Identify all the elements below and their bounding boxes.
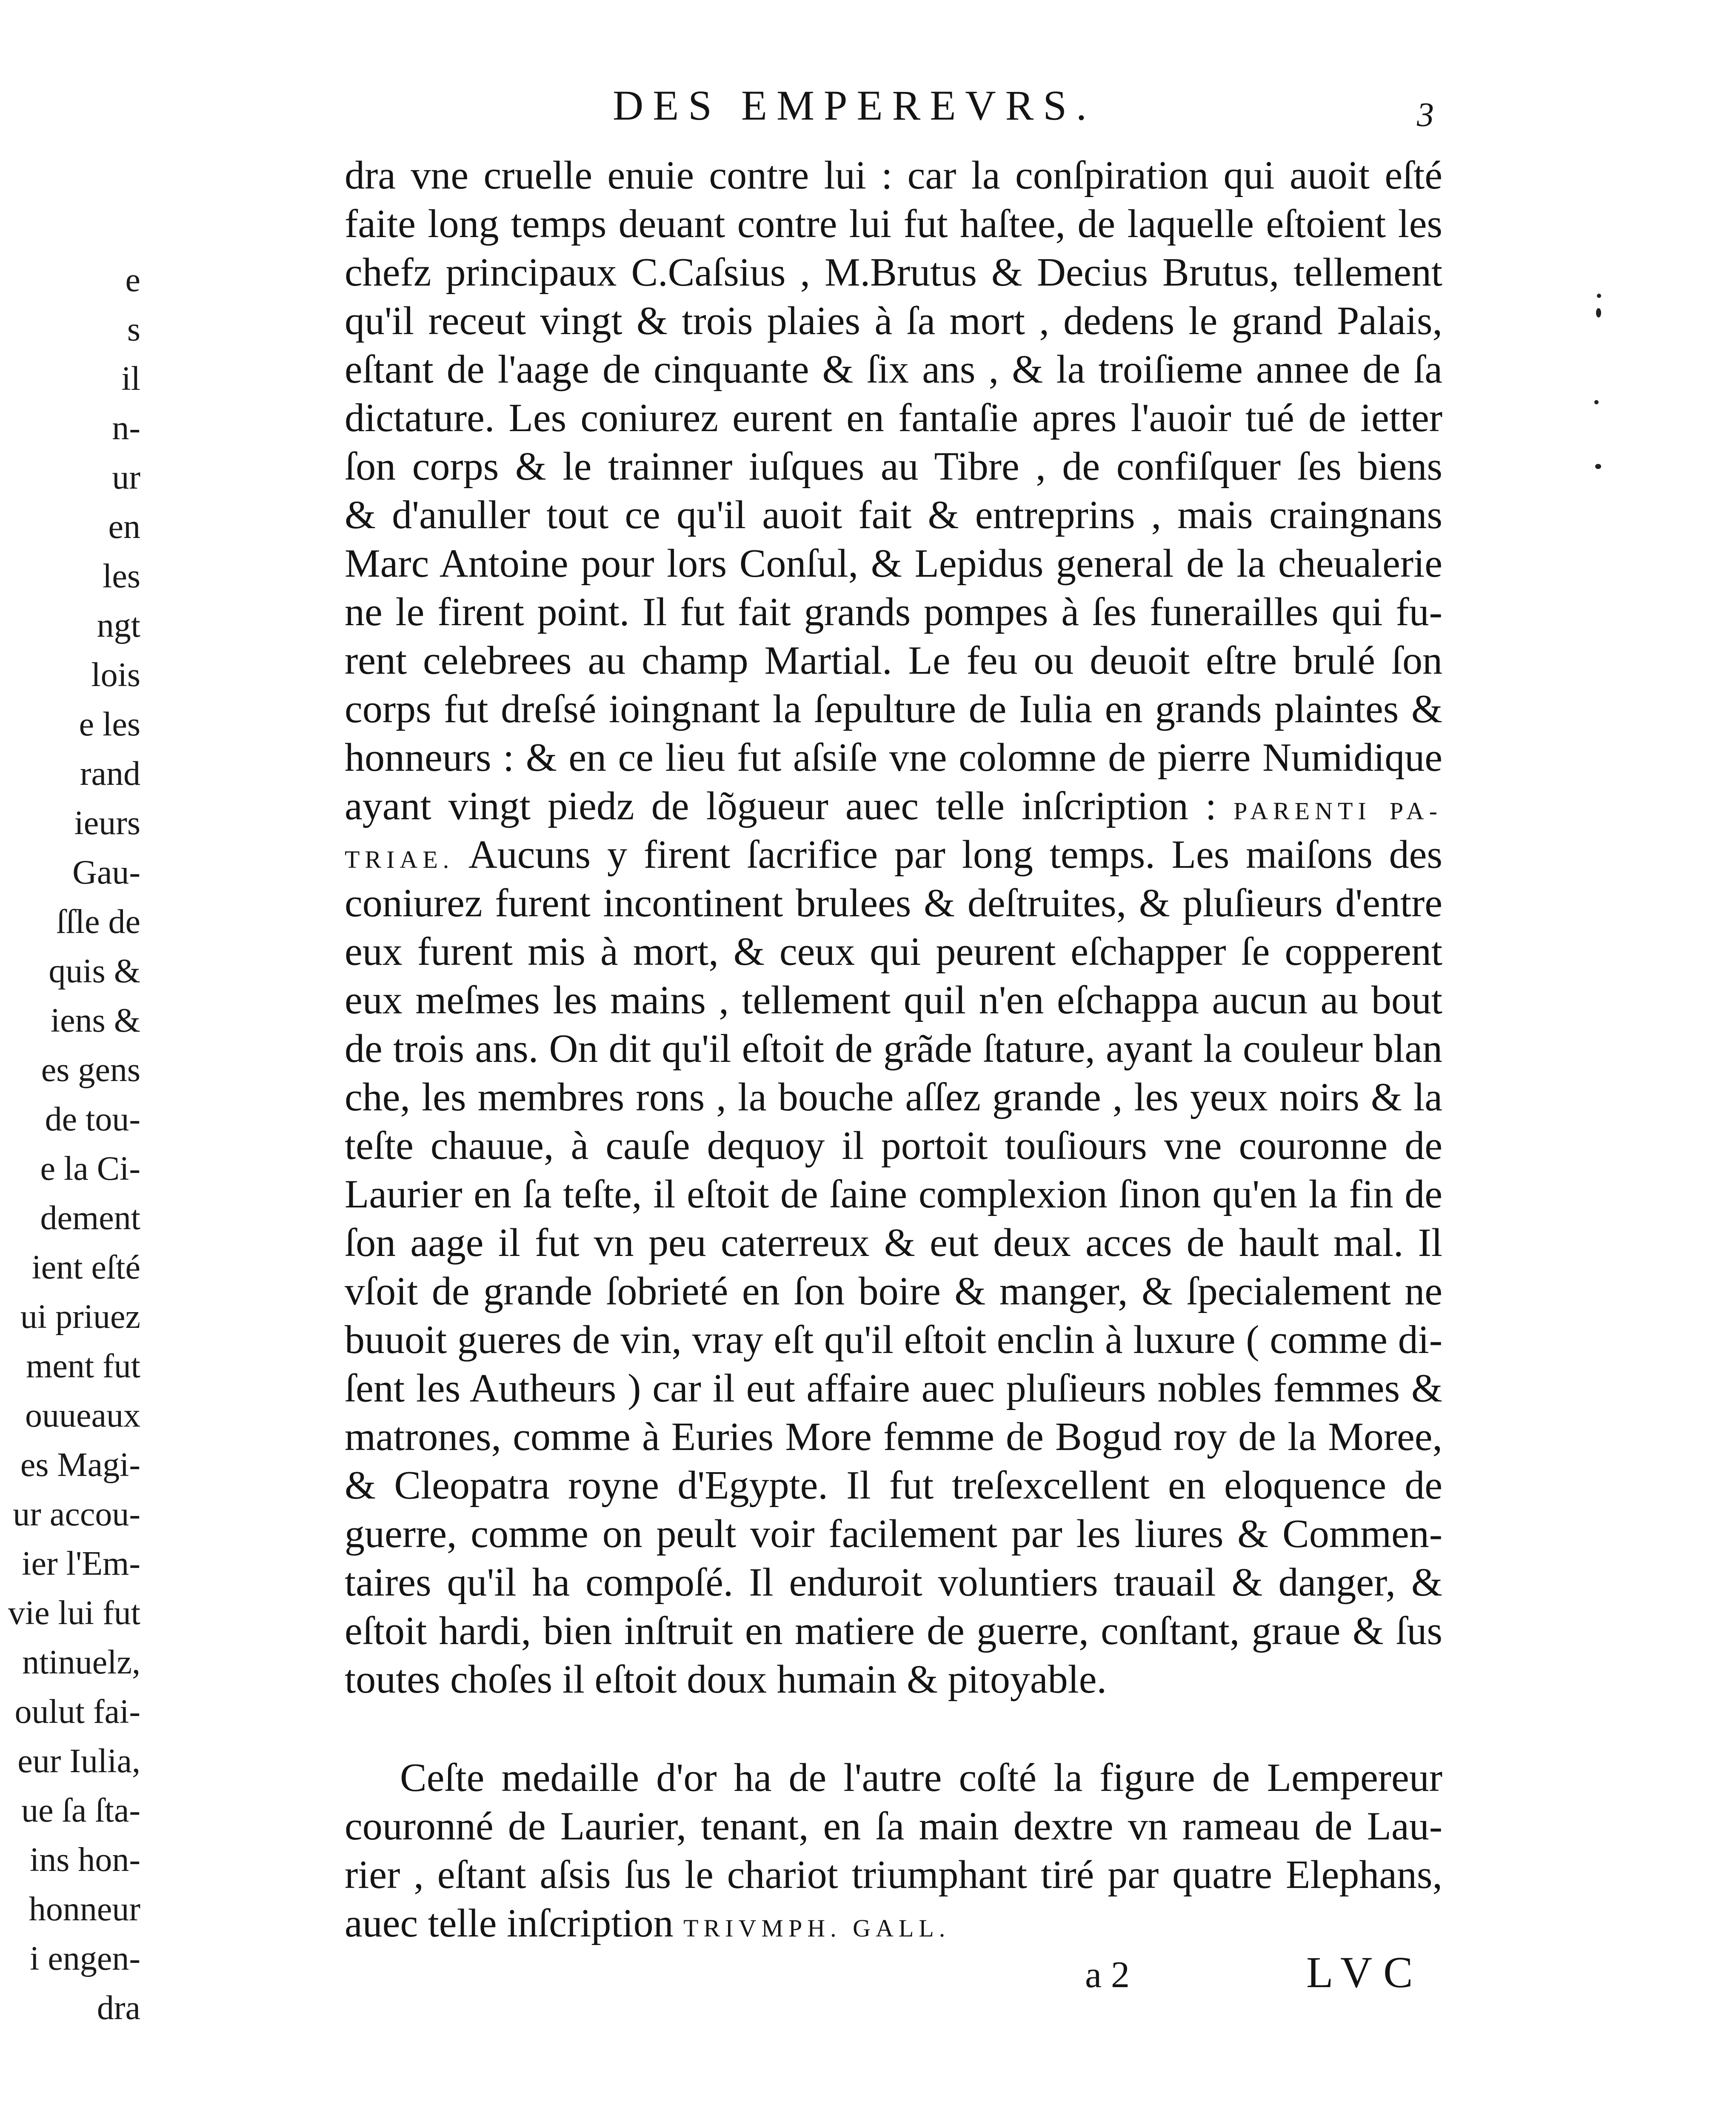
text-line-content: auec telle inſcription: [345, 1901, 674, 1945]
text-line: de trois ans. On dit qu'il eſtoit de grãde ſtature, ayant la couleur blan: [345, 1027, 1442, 1071]
facing-page-fragment: ieurs: [74, 804, 140, 842]
facing-page-fragment: ment fut: [26, 1347, 140, 1385]
text-line: Ceſte medaille d'or ha de l'autre coſté la figure de Lempereur: [400, 1756, 1442, 1800]
text-line: faite long temps deuant contre lui fut haſtee, de laquelle eſtoient les: [345, 202, 1442, 246]
text-line-content: ayant vingt piedz de lõgueur auec telle inſcription :: [345, 784, 1217, 828]
text-line: rent celebrees au champ Martial. Le feu ou deuoit eſtre brulé ſon: [345, 638, 1442, 683]
text-line: eſtoit hardi, bien inſtruit en matiere de guerre, conſtant, graue & ſus: [345, 1609, 1442, 1653]
text-line: & d'anuller tout ce qu'il auoit fait & entreprins , mais craingnans: [345, 493, 1442, 537]
text-line: taires qu'il ha compoſé. Il enduroit voluntiers trauail & danger, &: [345, 1560, 1442, 1605]
facing-page-fragment: n-: [112, 409, 140, 447]
facing-page-fragment: de tou-: [45, 1101, 140, 1138]
text-line: ſent les Autheurs ) car il eut affaire auec pluſieurs nobles femmes &: [345, 1366, 1442, 1410]
text-line: ſon corps & le trainner iuſques au Tibre , de confiſquer ſes biens: [345, 444, 1442, 489]
facing-page-fragment: en: [108, 508, 140, 546]
text-line: [345, 830, 1442, 879]
inscription-text: PARENTI PA-: [1233, 797, 1442, 825]
facing-page-fragment: ngt: [97, 607, 140, 644]
text-line: buuoit gueres de vin, vray eſt qu'il eſtoit enclin à luxure ( comme di-: [345, 1318, 1442, 1362]
speck-mark: [1595, 464, 1601, 469]
text-line: coniurez furent incontinent brulees & deſtruites, & pluſieurs d'entre: [345, 881, 1442, 925]
inscription-text: TRIVMPH. GALL.: [683, 1914, 951, 1942]
facing-page-fragment: e: [125, 261, 140, 299]
text-line: chefz principaux C.Caſsius , M.Brutus & Decius Brutus, tellement: [345, 250, 1442, 295]
text-line: toutes choſes il eſtoit doux humain & pitoyable.: [345, 1657, 1107, 1702]
facing-page-fragment: ur: [112, 459, 140, 496]
running-head: DES EMPEREVRS.: [613, 82, 1096, 129]
facing-page-fragment: oulut fai-: [14, 1693, 140, 1730]
text-line: ne le firent point. Il fut fait grands pompes à ſes funerailles qui fu-: [345, 590, 1442, 634]
speck-mark: [1594, 400, 1599, 404]
facing-page-fragment: dement: [40, 1199, 140, 1237]
facing-page-fragment: ſſle de: [56, 903, 140, 941]
speck-mark: [1597, 294, 1601, 298]
facing-page-fragment: ier l'Em-: [22, 1545, 140, 1582]
signature-mark: a 2: [1085, 1954, 1130, 1996]
text-line: matrones, comme à Euries More femme de Bogud roy de la Moree,: [345, 1415, 1442, 1459]
facing-page-fragment: quis &: [49, 952, 140, 990]
text-line: dictature. Les coniurez eurent en fantaſie apres l'auoir tué de ietter: [345, 396, 1442, 440]
text-line: [345, 782, 1442, 830]
facing-page-fragment: Gau-: [72, 854, 140, 891]
speck-mark: [1596, 308, 1601, 317]
text-line: vſoit de grande ſobrieté en ſon boire & manger, & ſpecialement ne: [345, 1269, 1442, 1313]
text-line: couronné de Laurier, tenant, en ſa main dextre vn rameau de Lau-: [345, 1804, 1442, 1848]
facing-page-fragment: eur Iulia,: [17, 1742, 140, 1780]
text-line: che, les membres rons , la bouche aſſez grande , les yeux noirs & la: [345, 1075, 1442, 1119]
facing-page-fragment: ntinuelz,: [22, 1644, 140, 1681]
text-line: [345, 1899, 1442, 1948]
text-line: eux meſmes les mains , tellement quil n'en eſchappa aucun au bout: [345, 978, 1442, 1022]
text-line: ſon aage il fut vn peu caterreux & eut deux acces de hault mal. Il: [345, 1221, 1442, 1265]
facing-page-fragment: iens &: [50, 1002, 140, 1039]
text-line: dra vne cruelle enuie contre lui : car la conſpiration qui auoit eſté: [345, 153, 1442, 197]
text-line: guerre, comme on peult voir facilement par les liures & Commen-: [345, 1512, 1442, 1556]
text-line: teſte chauue, à cauſe dequoy il portoit touſiours vne couronne de: [345, 1124, 1442, 1168]
facing-page-fragment: es Magi-: [20, 1446, 140, 1484]
text-line: eux furent mis à mort, & ceux qui peurent eſchapper ſe copperent: [345, 930, 1442, 974]
facing-page-fragment: ur accou-: [13, 1496, 140, 1533]
text-line: honneurs : & en ce lieu fut aſsiſe vne colomne de pierre Numidique: [345, 735, 1442, 780]
facing-page-fragment: ins hon-: [30, 1841, 140, 1879]
medal-description-paragraph: [345, 1753, 1442, 1948]
facing-page-fragment: e la Ci-: [40, 1150, 140, 1187]
facing-page-fragment: ient eſté: [31, 1249, 140, 1286]
margin-specks: [1593, 294, 1610, 506]
catchword: LVC: [1306, 1948, 1424, 1997]
text-line: Laurier en ſa teſte, il eſtoit de ſaine complexion ſinon qu'en la fin de: [345, 1172, 1442, 1216]
facing-page-fragment: vie lui fut: [8, 1594, 140, 1632]
facing-page-fragment: rand: [80, 755, 140, 792]
text-line: corps fut dreſsé ioingnant la ſepulture de Iulia en grands plaintes &: [345, 687, 1442, 731]
main-paragraph: [345, 151, 1442, 1704]
facing-page-fragment: ui priuez: [20, 1298, 140, 1336]
facing-page-fragment: s: [127, 311, 140, 348]
facing-page-fragment: dra: [97, 1989, 140, 2027]
facing-page-fragment: e les: [79, 706, 140, 743]
facing-page-fragment: es gens: [41, 1051, 140, 1089]
page-number: 3: [1417, 96, 1434, 134]
facing-page-fragment: les: [103, 558, 140, 595]
facing-page-fragment: lois: [91, 656, 140, 694]
facing-page-fragment: ouueaux: [25, 1397, 140, 1434]
facing-page-fragment: ue ſa ſta-: [21, 1792, 140, 1829]
facing-page-fragment: honneur: [29, 1891, 140, 1928]
facing-page-fragments: [0, 255, 140, 2033]
facing-page-fragment: il: [121, 360, 140, 398]
text-line: rier , eſtant aſsis ſus le chariot triumphant tiré par quatre Elephans,: [345, 1853, 1442, 1897]
facing-page-fragment: i engen-: [30, 1940, 140, 1977]
text-line: & Cleopatra royne d'Egypte. Il fut treſexcellent en eloquence de: [345, 1463, 1442, 1507]
inscription-text: TRIAE.: [345, 846, 454, 873]
text-line-content: Aucuns y firent ſacrifice par long temps. Les maiſons des: [468, 832, 1442, 877]
text-line: qu'il receut vingt & trois plaies à ſa mort , dedens le grand Palais,: [345, 299, 1442, 343]
text-line: Marc Antoine pour lors Conſul, & Lepidus general de la cheualerie: [345, 541, 1442, 586]
text-line: eſtant de l'aage de cinquante & ſix ans , & la troiſieme annee de ſa: [345, 347, 1442, 392]
